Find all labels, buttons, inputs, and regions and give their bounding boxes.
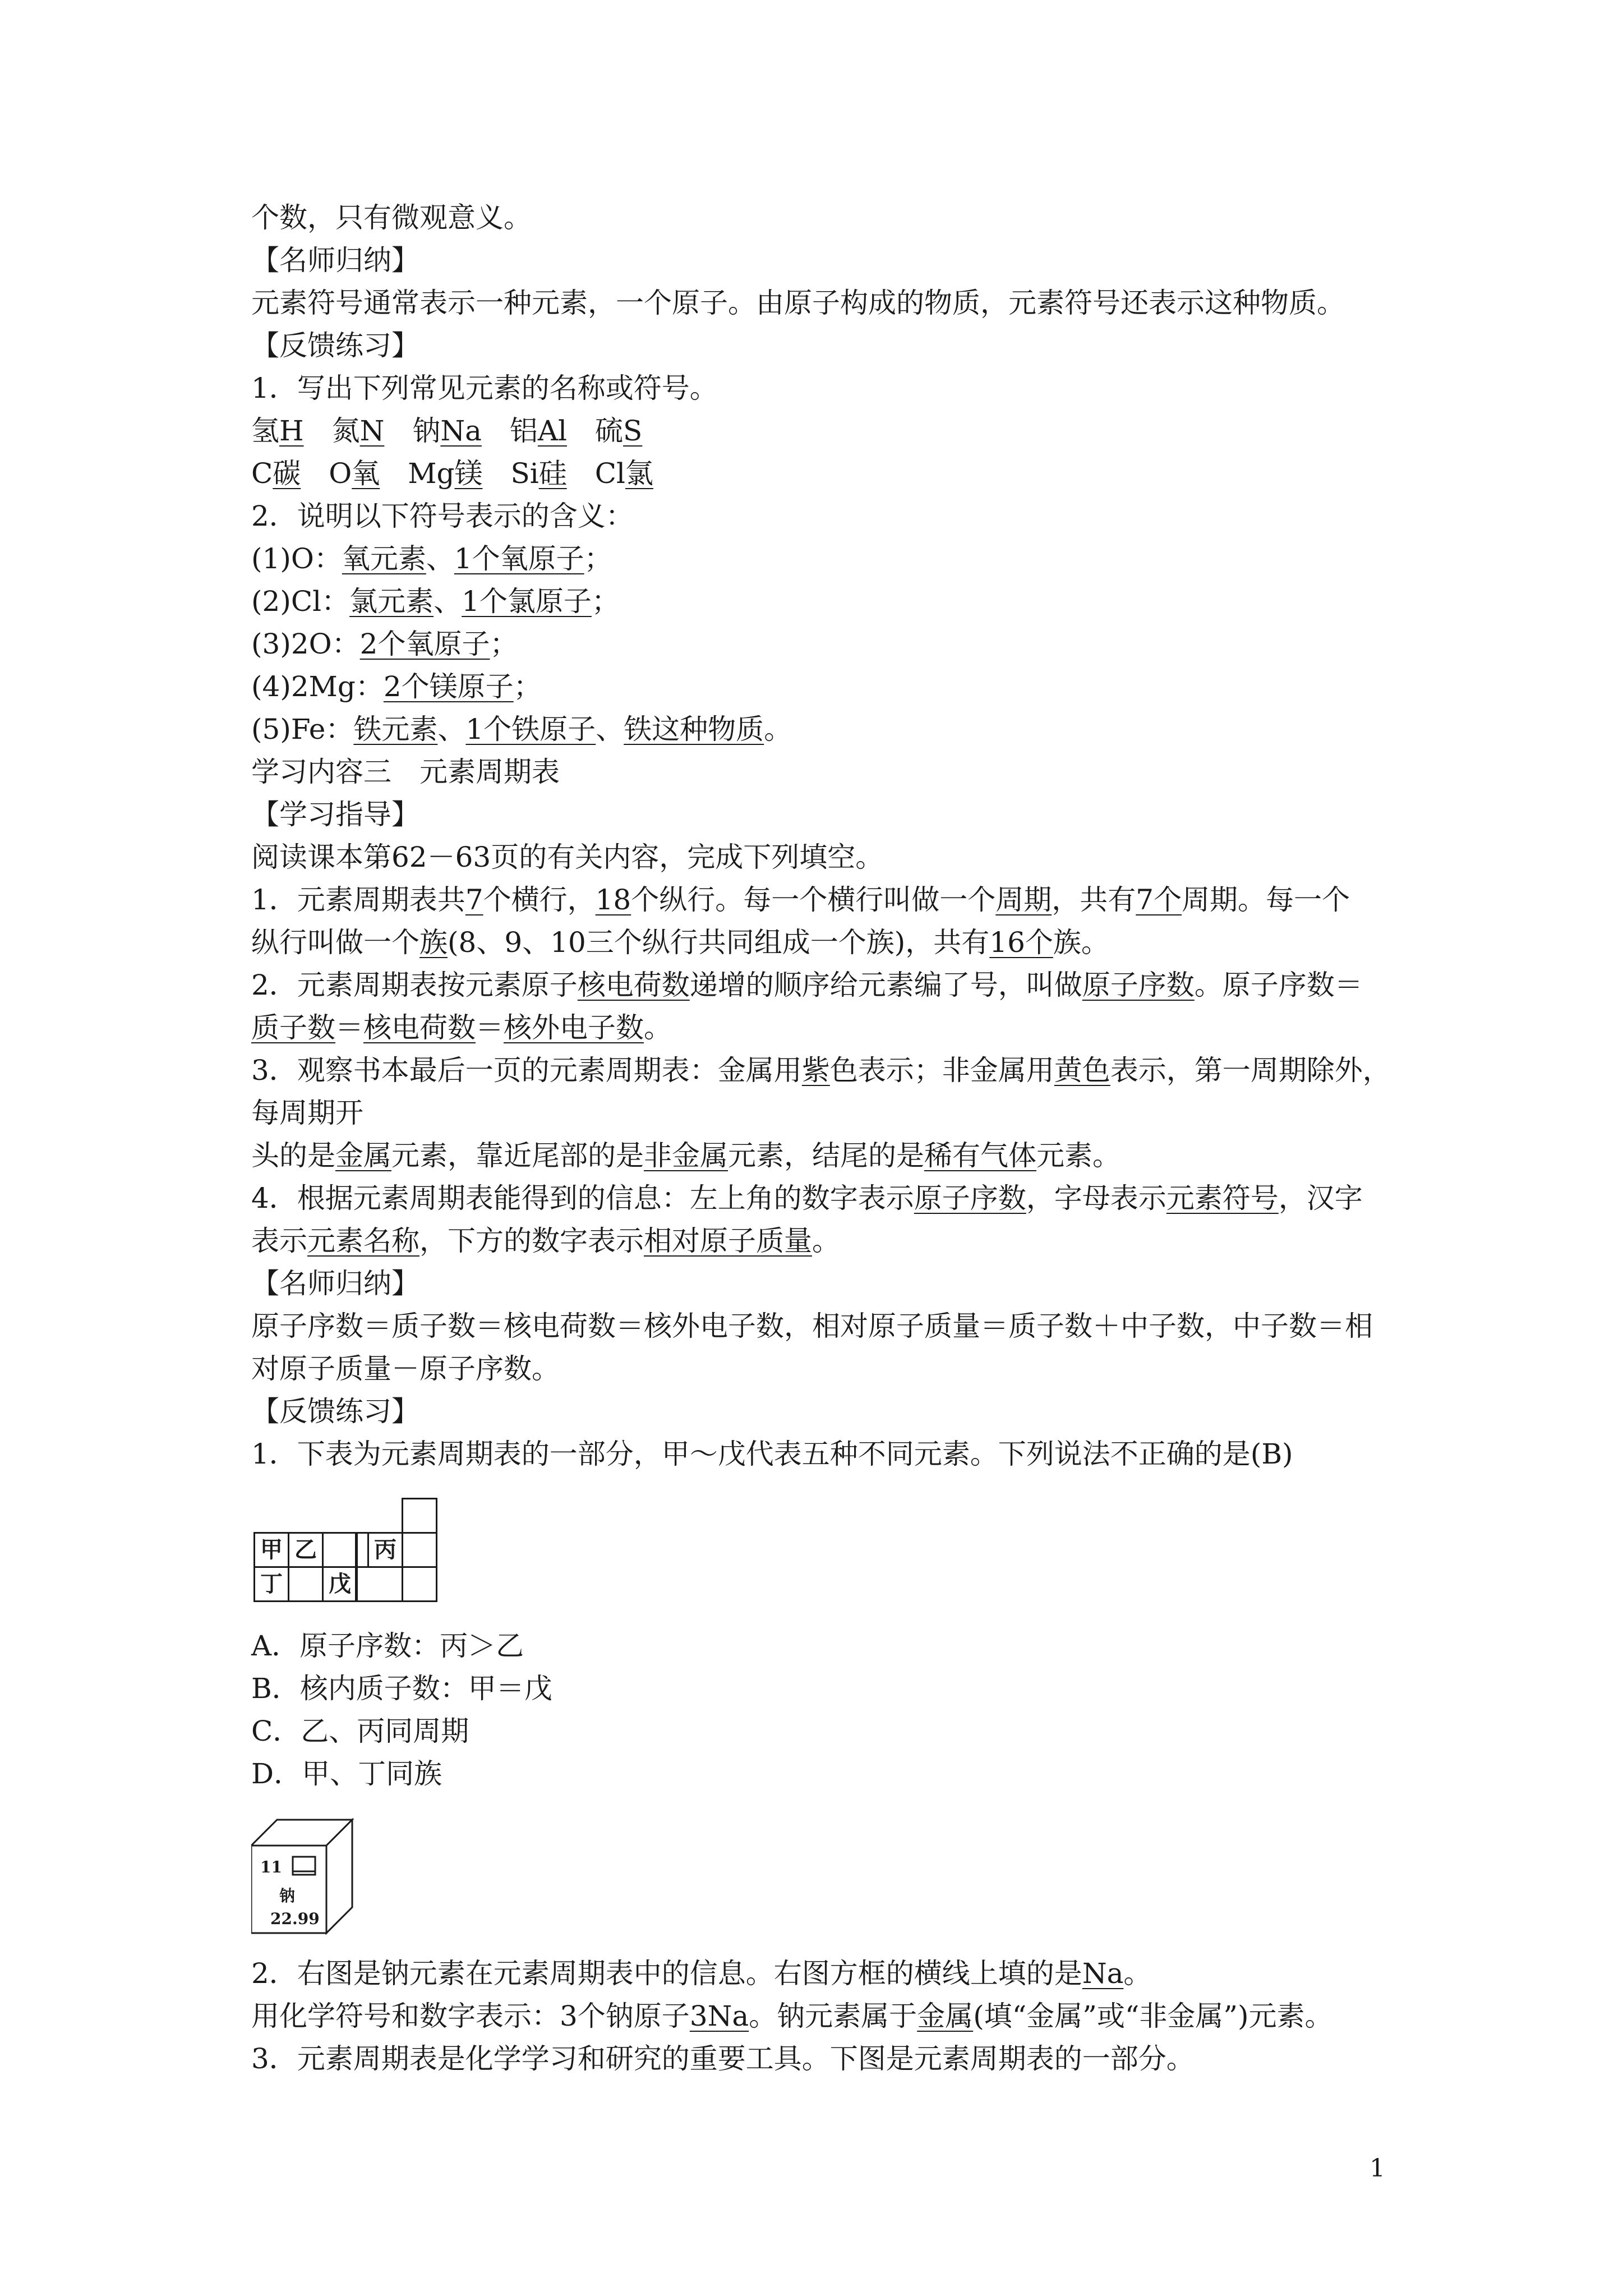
atomic-mass: 22.99 [270, 1910, 320, 1928]
answer-line: (4)2Mg：2个镁原子； [251, 670, 542, 703]
question: 1．下表为元素周期表的一部分，甲～戊代表五种不同元素。下列说法不正确的是(B) [251, 1438, 1293, 1470]
table-cell [402, 1498, 437, 1534]
option-d: D．甲、丁同族 [251, 1757, 442, 1790]
table-cell-yi: 乙 [288, 1532, 324, 1568]
question: 用化学符号和数字表示：3个钠原子3Na。钠元素属于金属(填“金属”或“非金属”)元素。 [251, 2000, 1333, 2032]
table-cell-ding: 丁 [253, 1566, 289, 1602]
table-cell [355, 1566, 403, 1602]
answer-line: (5)Fe：铁元素、1个铁原子、铁这种物质。 [251, 713, 792, 746]
answer-row: 氢H 氮N 钠Na 铝Al 硫S [251, 415, 643, 447]
document-page [251, 196, 1407, 2080]
question: 2．右图是钠元素在元素周期表中的信息。右图方框的横线上填的是Na。 [251, 1957, 1152, 1990]
table-cell [355, 1532, 369, 1568]
answer-line: (2)Cl：氯元素、1个氯原子； [251, 585, 620, 618]
section-heading: 【名师归纳】 [251, 1267, 419, 1300]
fill-line: 2．元素周期表按元素原子核电荷数递增的顺序给元素编了号，叫做原子序数。原子序数＝ [251, 969, 1363, 1001]
text-line: 元素符号通常表示一种元素，一个原子。由原子构成的物质，元素符号还表示这种物质。 [251, 287, 1345, 319]
section-title: 学习内容三 元素周期表 [251, 756, 560, 788]
fill-line: 4．根据元素周期表能得到的信息：左上角的数字表示原子序数，字母表示元素符号，汉字 [251, 1182, 1363, 1214]
fill-line: 表示元素名称，下方的数字表示相对原子质量。 [251, 1225, 840, 1257]
section-heading: 【反馈练习】 [251, 329, 419, 362]
table-cell [402, 1532, 437, 1568]
table-cell-bing: 丙 [367, 1532, 403, 1568]
answer-row: C碳 O氧 Mg镁 Si硅 Cl氯 [251, 457, 653, 490]
element-name: 钠 [279, 1887, 296, 1905]
fill-line: 纵行叫做一个族(8、9、10三个纵行共同组成一个族)，共有16个族。 [251, 926, 1109, 959]
table-cell [402, 1566, 437, 1602]
instruction: 阅读课本第62－63页的有关内容，完成下列填空。 [251, 841, 884, 873]
sodium-element-card [251, 1818, 375, 1935]
question: 3．元素周期表是化学学习和研究的重要工具。下图是元素周期表的一部分。 [251, 2042, 1195, 2075]
atomic-number: 11 [260, 1858, 282, 1876]
table-cell-jia: 甲 [253, 1532, 289, 1568]
fill-line: 每周期开 [251, 1097, 363, 1129]
fill-line: 头的是金属元素，靠近尾部的是非金属元素，结尾的是稀有气体元素。 [251, 1139, 1121, 1172]
page-number: 1 [1370, 2154, 1385, 2183]
section-heading: 【反馈练习】 [251, 1395, 419, 1428]
answer-line: (1)O：氧元素、1个氧原子； [251, 542, 612, 575]
table-cell-wu: 戊 [322, 1566, 358, 1602]
option-b: B．核内质子数：甲＝戊 [251, 1672, 552, 1705]
section-heading: 【名师归纳】 [251, 244, 419, 277]
text-line: 对原子质量－原子序数。 [251, 1352, 560, 1385]
text-line: 原子序数＝质子数＝核电荷数＝核外电子数，相对原子质量＝质子数＋中子数，中子数＝相 [251, 1310, 1373, 1342]
question: 1．写出下列常见元素的名称或符号。 [251, 372, 718, 404]
fill-line: 3．观察书本最后一页的元素周期表：金属用紫色表示；非金属用黄色表示，第一周期除外， [251, 1054, 1391, 1087]
question: 2．说明以下符号表示的含义： [251, 500, 634, 532]
table-cell [288, 1566, 324, 1602]
text-line: 个数，只有微观意义。 [251, 201, 532, 234]
option-a: A．原子序数：丙＞乙 [251, 1630, 524, 1662]
answer-line: (3)2O：2个氧原子； [251, 628, 518, 660]
table-cell [322, 1532, 358, 1568]
fill-line: 质子数＝核电荷数＝核外电子数。 [251, 1011, 672, 1044]
option-c: C．乙、丙同周期 [251, 1715, 469, 1747]
periodic-table-fragment [253, 1498, 439, 1604]
section-heading: 【学习指导】 [251, 798, 419, 831]
fill-line: 1．元素周期表共7个横行，18个纵行。每一个横行叫做一个周期，共有7个周期。每一个 [251, 884, 1350, 916]
